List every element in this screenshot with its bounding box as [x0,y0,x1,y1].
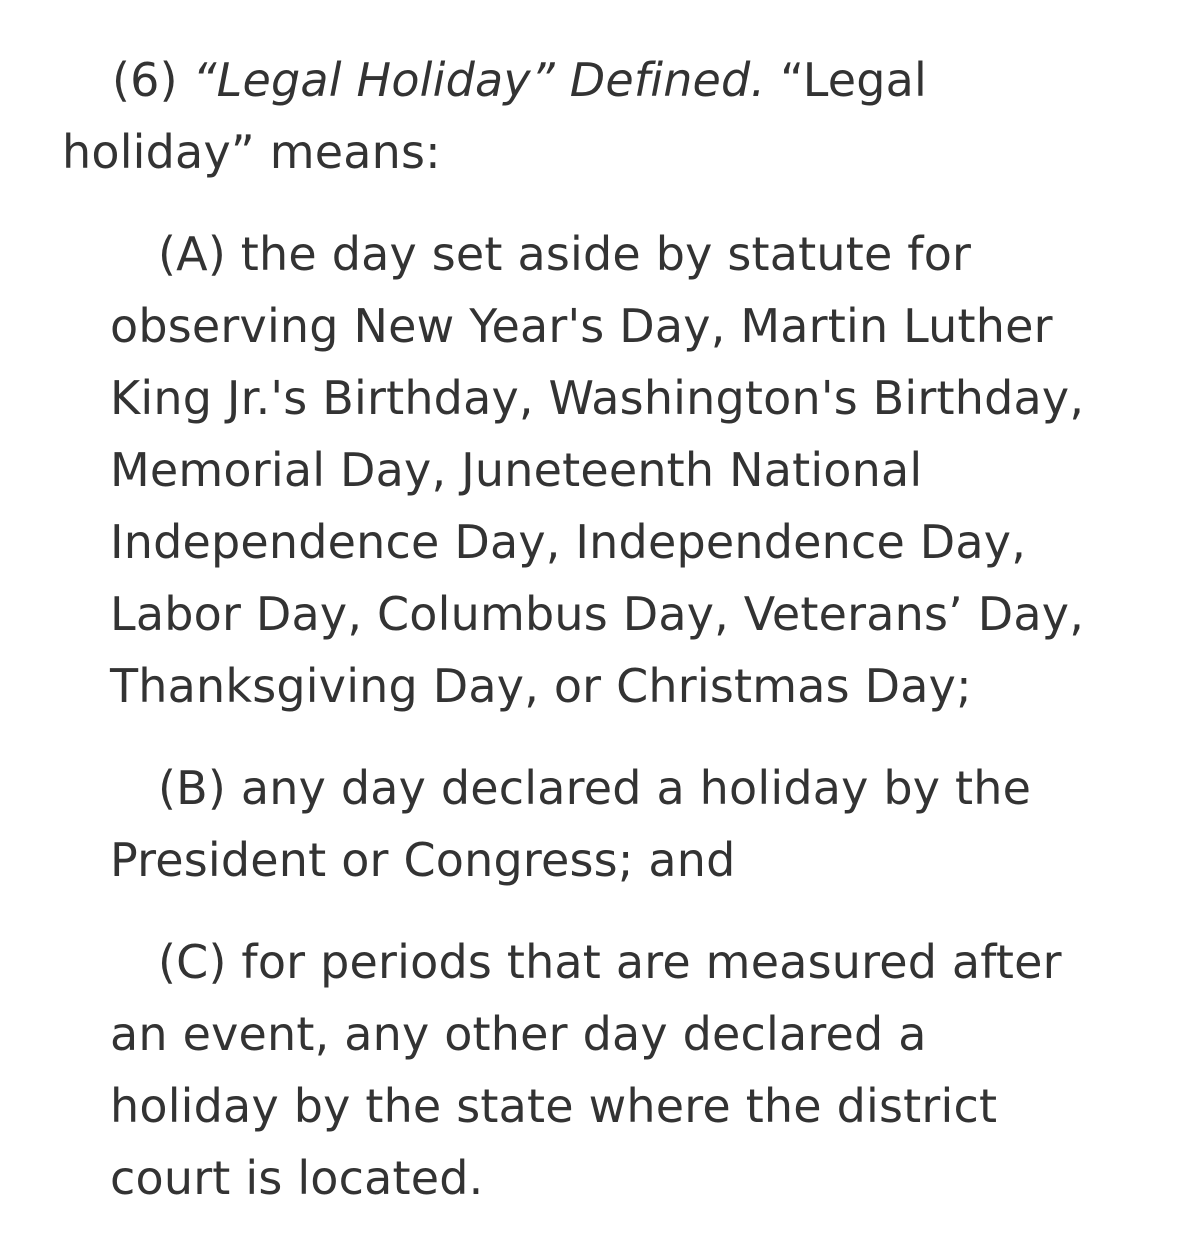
clause-b-first-line: (B) any day declared a holiday by the [158,761,1032,815]
clause-a-line: Thanksgiving Day, or Christmas Day; [110,659,972,713]
clause-a-line: King Jr.'s Birthday, Washington's Birthday, [110,371,1085,425]
definition-start: “Legal [780,53,928,107]
clause-a-line: Independence Day, Independence Day, [110,515,1027,569]
clause-c-line: court is located. [110,1151,484,1205]
clause-a-line: Memorial Day, Juneteenth National [110,443,923,497]
section-title: “Legal Holiday” Defined. [192,53,766,107]
clause-b-body [110,824,735,896]
clause-c-line: an event, any other day declared a [110,1007,927,1061]
clause-a-line: Labor Day, Columbus Day, Veterans’ Day, [110,587,1085,641]
clause-a-first-line: (A) the day set aside by statute for [158,227,972,281]
clause-c-line: holiday by the state where the district [110,1079,998,1133]
definition-continued: holiday” means: [62,125,441,179]
clause-a-body [110,290,1084,722]
section-heading [112,44,927,116]
clause-a-line: observing New Year's Day, Martin Luther [110,299,1053,353]
clause-b-line: President or Congress; and [110,833,736,887]
section-number: (6) [112,53,178,107]
clause-c-first-line: (C) for periods that are measured after [158,935,1062,989]
clause-c-body [110,998,997,1214]
